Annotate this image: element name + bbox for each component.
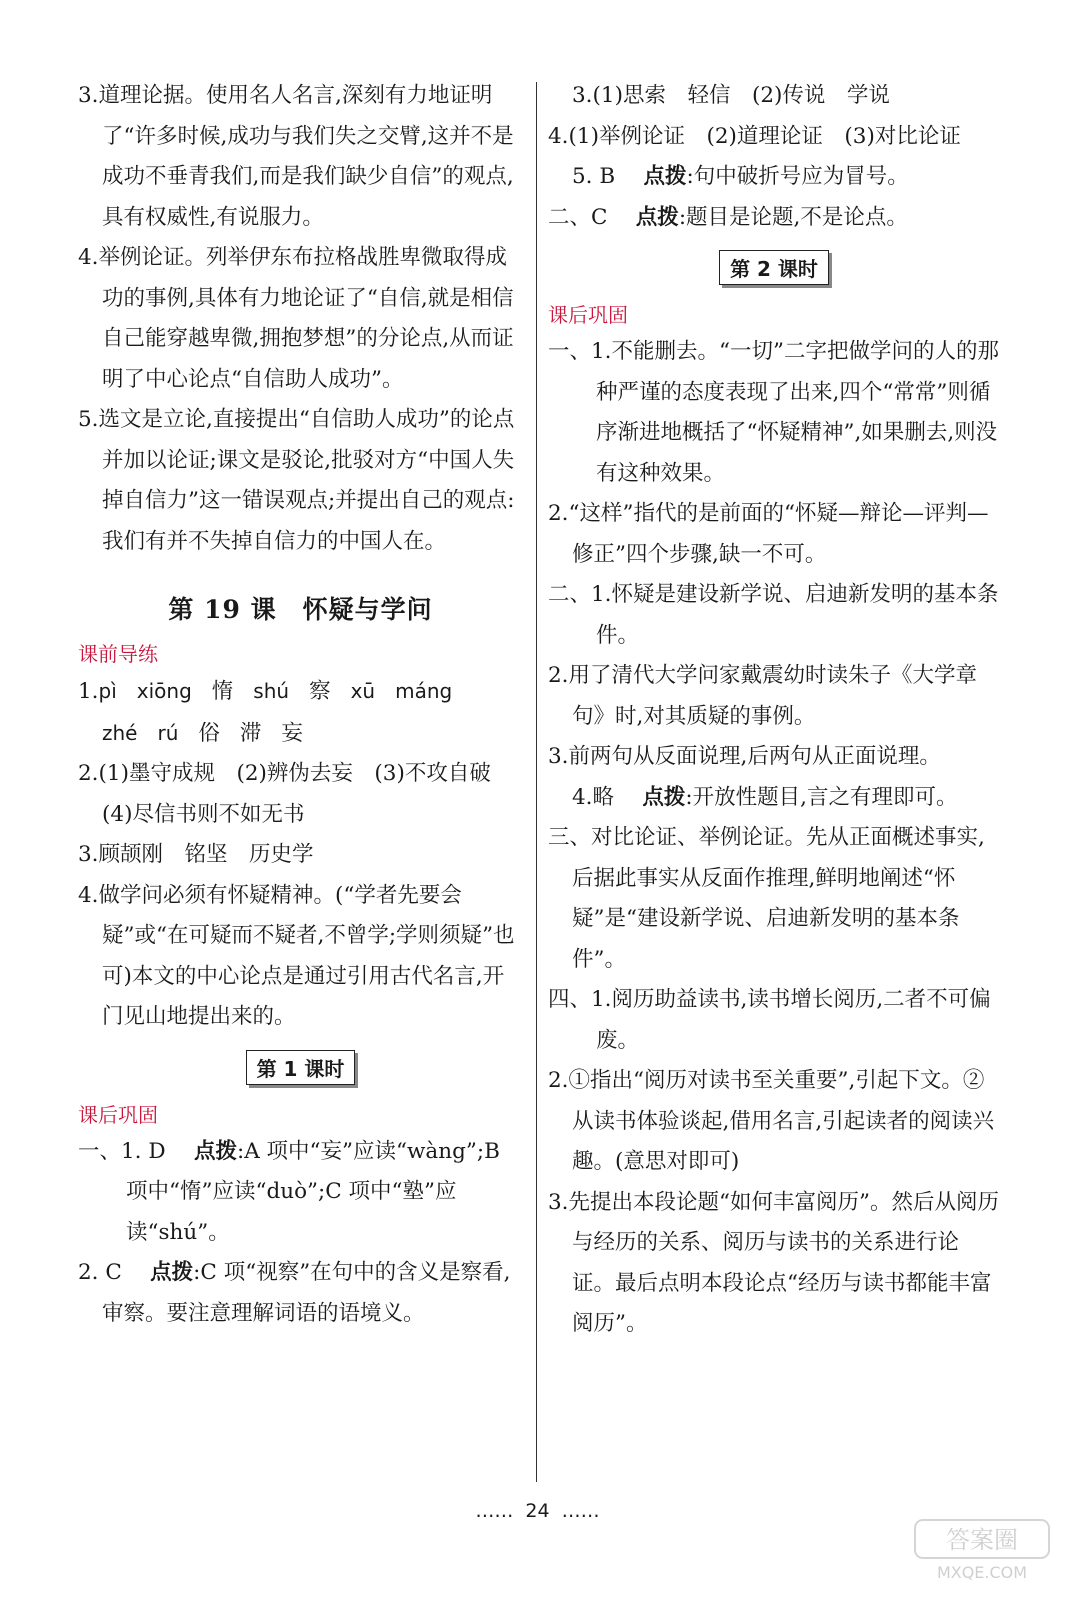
svg-text:答案圈: 答案圈	[946, 1526, 1018, 1554]
session-header	[548, 250, 1000, 285]
section-label-post: 课后巩固	[78, 1102, 158, 1127]
s2-4-text: :开放性题目,言之有理即可。	[685, 784, 958, 810]
char-item: 滞	[239, 720, 262, 746]
answer-s4-2: 2.①指出“阅历对读书至关重要”,引起下文。②从读书体验谈起,借用名言,引起读者的阅读兴趣。(意思对即可)	[548, 1068, 995, 1174]
pinyin-item: xiōng	[136, 679, 192, 703]
char-item: 惰	[211, 679, 234, 704]
hint-keyword: 点拨	[635, 204, 679, 230]
hint-keyword: 点拨	[193, 1138, 237, 1164]
answer-item: 4.举例论证。列举伊东布拉格战胜卑微取得成功的事例,具体有力地论证了“自信,就是相信自己能穿越卑微,拥抱梦想”的分论点,从而证明了中心论点“自信助人成功”。	[78, 245, 514, 392]
session-header	[78, 1050, 523, 1085]
pre-q3: 3.顾颉刚 铭坚 历史学	[78, 842, 314, 867]
r2-prefix: 二、C	[548, 204, 608, 230]
answer-r4: 4.(1)举例论证 (2)道理论证 (3)对比论证	[548, 123, 961, 149]
answer-s4-1: 四、1.阅历助益读书,读书增长阅历,二者不可偏废。	[548, 987, 991, 1053]
hint-keyword: 点拨	[643, 164, 687, 189]
answer-s3: 三、对比论证、举例论证。先从正面概述事实,后据此事实从反面作推理,鲜明地阐述“怀疑”是“建设新学说、启迪新发明的基本条件”。	[548, 825, 985, 972]
r5-prefix: 5. B	[572, 164, 616, 189]
answer-s1-2: 2.“这样”指代的是前面的“怀疑—辩论—评判—修正”四个步骤,缺一不可。	[548, 501, 989, 567]
pinyin-item: pì	[98, 679, 117, 703]
watermark-logo-graphic	[907, 1516, 1057, 1586]
answer-s2-3: 3.前两句从反面说理,后两句从正面说理。	[548, 744, 941, 769]
pinyin-item: shú	[253, 679, 290, 703]
a1-prefix: 一、1. D	[78, 1138, 166, 1164]
r2-text: :题目是论题,不是论点。	[678, 204, 908, 230]
r5-text: :句中破折号应为冒号。	[686, 164, 909, 189]
answer-r2	[548, 198, 1000, 239]
lesson-title: 第 19 课 怀疑与学问	[168, 595, 433, 624]
watermark-logo	[907, 1516, 1057, 1586]
char-item: 察	[309, 679, 331, 704]
pinyin-item: máng	[395, 679, 453, 703]
char-item: 俗	[198, 720, 220, 746]
answer-r5	[548, 157, 1000, 198]
section-label-pre: 课前导练	[78, 642, 158, 666]
pre-q4: 4.做学问必须有怀疑精神。(“学者先要会疑”或“在可疑而不疑者,不曾学;学则须疑”也可)本文的中心论点是通过引用古代名言,开门见山地提出来的。	[78, 882, 515, 1029]
pre-q1-line1	[78, 671, 523, 713]
pre-q1-line2	[78, 713, 523, 755]
q1-prefix: 1.	[78, 679, 99, 704]
answer-s4-3: 3.先提出本段论题“如何丰富阅历”。然后从阅历与经历的关系、阅历与读书的关系进行论证。最后点明本段论点“经历与读书都能丰富阅历”。	[548, 1189, 999, 1336]
answer-s2-1: 二、1.怀疑是建设新学说、启迪新发明的基本条件。	[548, 582, 999, 648]
page-number: 24	[525, 1500, 550, 1522]
answer-s1-1: 一、1.不能删去。“一切”二字把做学问的人的那种严谨的态度表现了出来,四个“常常”则循序渐进地概括了“怀疑精神”,如果删去,则没有这种效果。	[548, 339, 999, 486]
answer-s2-2: 2.用了清代大学问家戴震幼时读朱子《大学章句》时,对其质疑的事例。	[548, 663, 978, 729]
post-a1	[78, 1132, 523, 1254]
pinyin-item: zhé	[102, 720, 138, 745]
a2-text: :C 项“视察”在句中的含义是察看,审察。要注意理解词语的语境义。	[102, 1260, 511, 1326]
svg-text:MXQE.COM: MXQE.COM	[936, 1563, 1028, 1582]
session-badge: 第 1 课时	[246, 1050, 356, 1085]
pinyin-item: xū	[350, 679, 376, 703]
right-column	[548, 76, 1000, 1345]
column-divider	[536, 82, 537, 1482]
char-item: 妄	[281, 720, 303, 746]
section-label-post: 课后巩固	[548, 303, 628, 327]
pinyin-item: rú	[157, 720, 179, 745]
footer-dots-left: ……	[475, 1500, 514, 1522]
left-column	[78, 76, 523, 1334]
a1-text: :A 项中“妄”应读“wàng”;B 项中“惰”应读“duò”;C 项中“塾”应读“shú”。	[126, 1138, 500, 1245]
answer-item: 5.选文是立论,直接提出“自信助人成功”的论点并加以论证;课文是驳论,批驳对方“中国人失掉自信力”这一错误观点;并提出自己的观点:我们有并不失掉自信力的中国人在。	[78, 407, 515, 554]
footer-dots-right: ……	[561, 1500, 600, 1522]
post-a2	[78, 1253, 523, 1334]
session-badge: 第 2 课时	[719, 250, 829, 285]
a2-prefix: 2. C	[78, 1260, 122, 1285]
answer-item: 3.道理论据。使用名人名言,深刻有力地证明了“许多时候,成功与我们失之交臂,这并不是成功不垂青我们,而是我们缺少自信”的观点,具有权威性,有说服力。	[78, 83, 514, 230]
s2-4-prefix: 4.略	[572, 784, 615, 810]
hint-keyword: 点拨	[150, 1260, 194, 1285]
pre-q2: 2.(1)墨守成规 (2)辨伪去妄 (3)不攻自破 (4)尽信书则不如无书	[78, 761, 513, 827]
answer-s2-4	[548, 778, 1000, 819]
hint-keyword: 点拨	[642, 784, 686, 810]
answer-r3: 3.(1)思索 轻信 (2)传说 学说	[572, 83, 890, 108]
